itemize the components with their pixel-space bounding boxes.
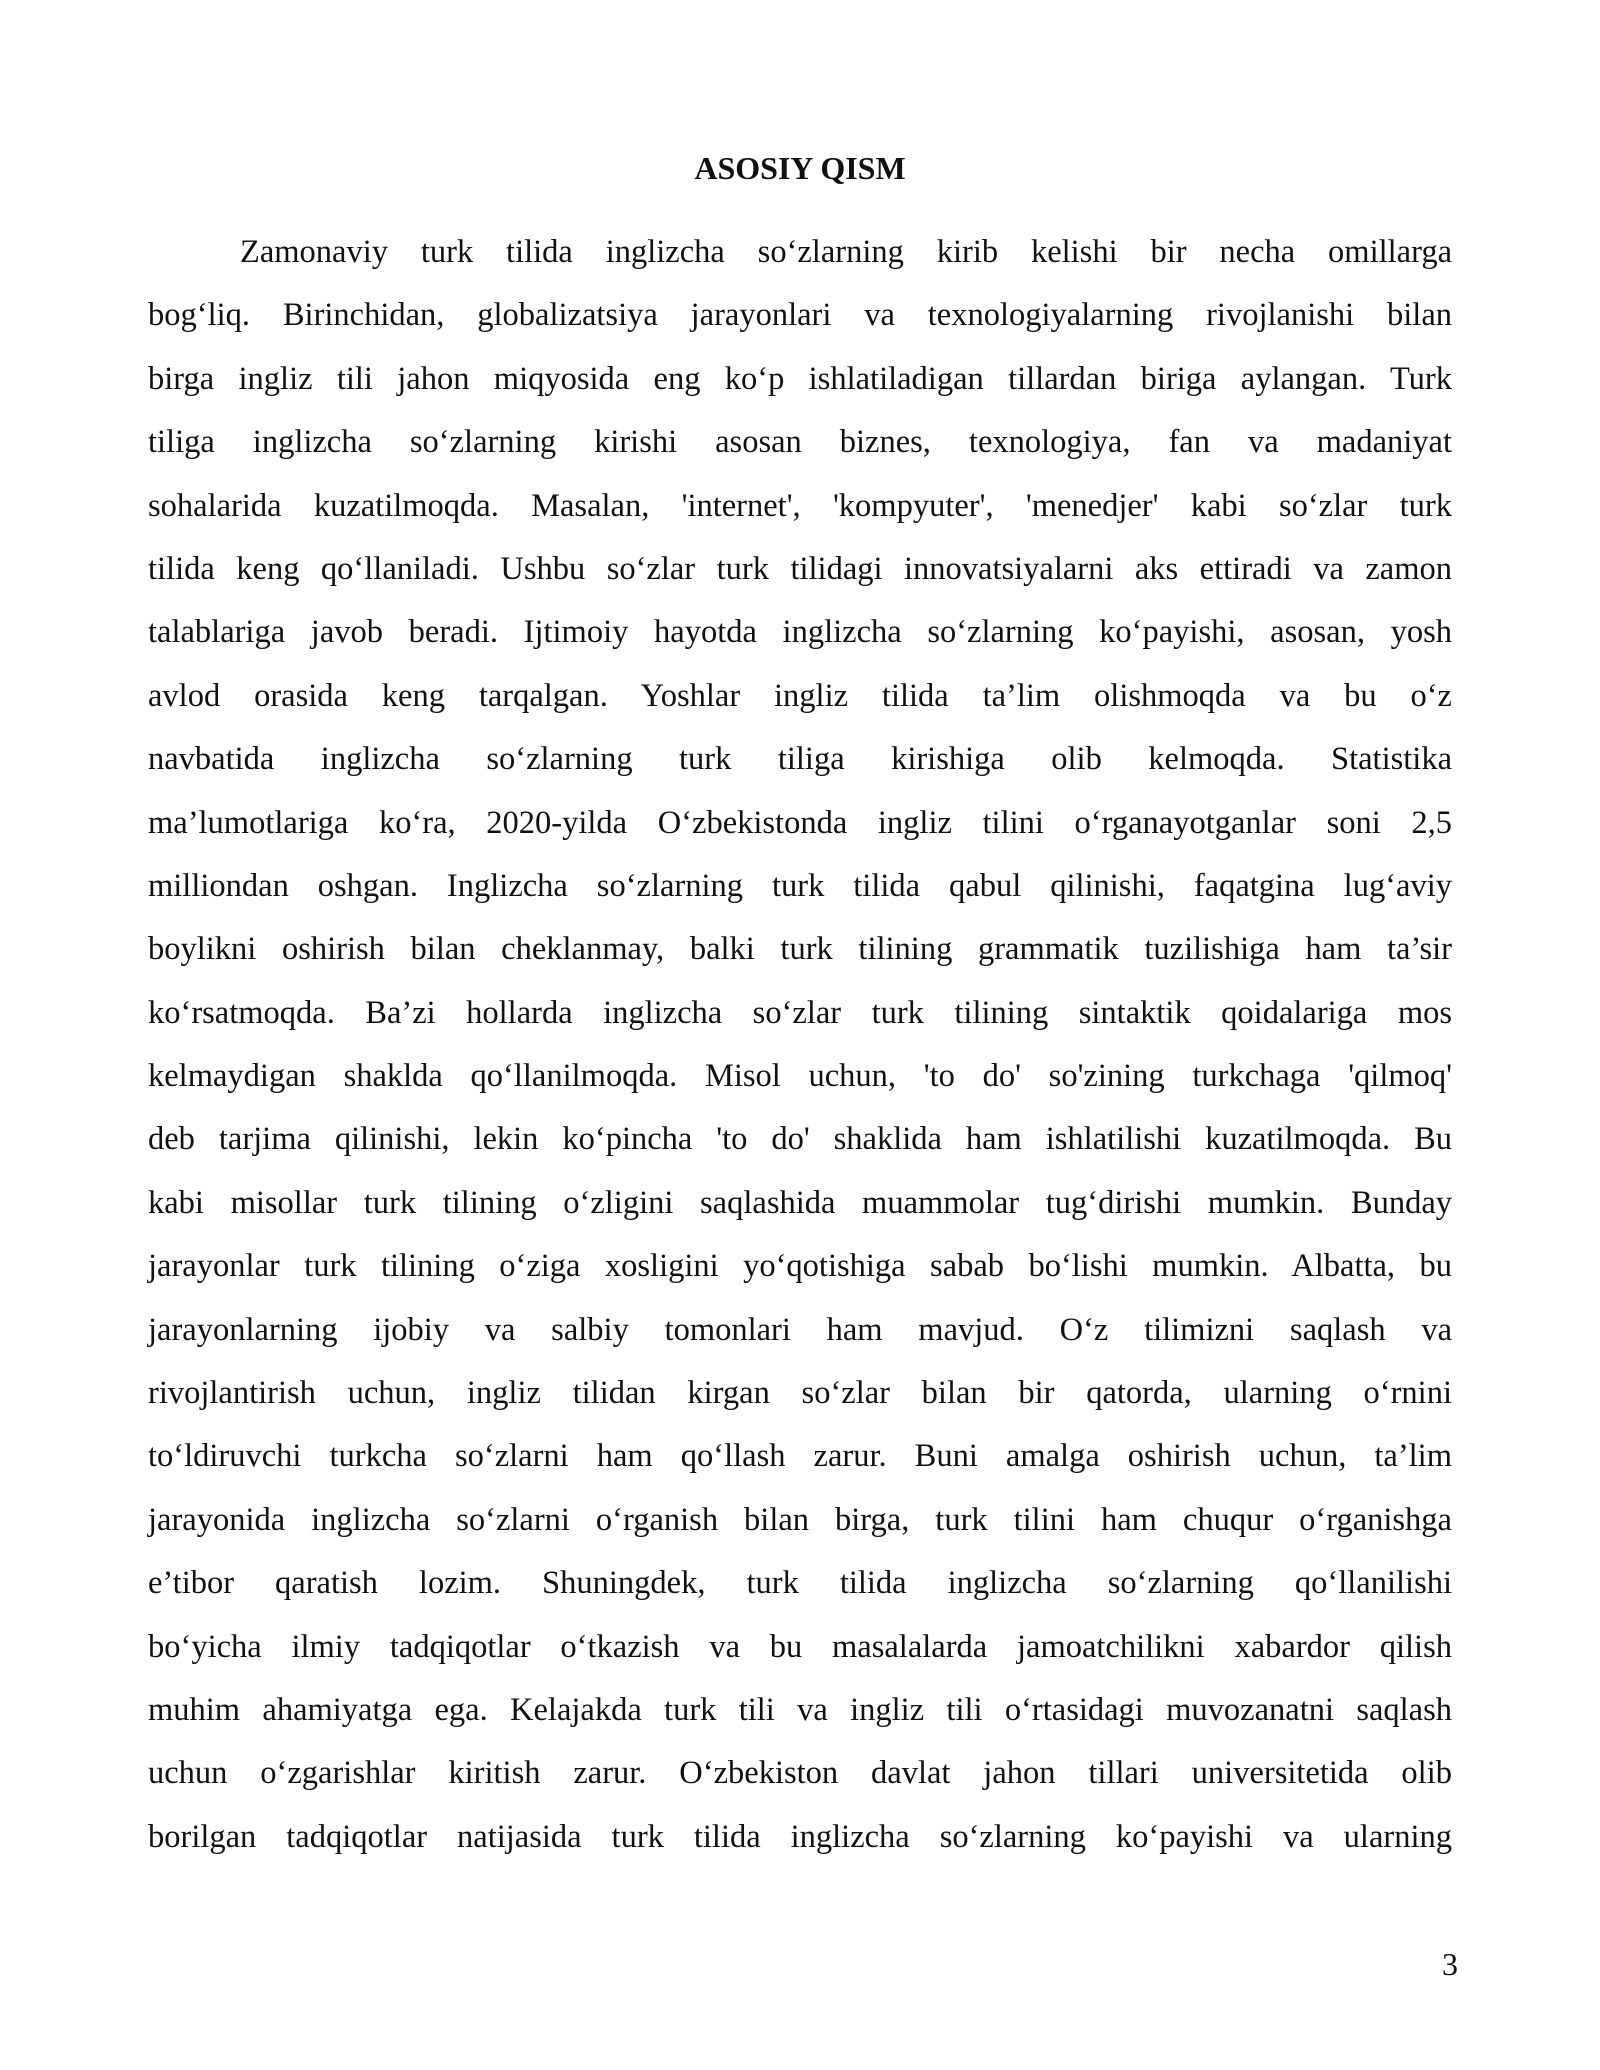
- paragraph-line: uchun o‘zgarishlar kiritish zarur. O‘zbekiston davlat jahon tillari universitetida olib: [148, 1755, 1452, 1792]
- page-number: 3: [1442, 1946, 1458, 1982]
- body-paragraph: [148, 221, 1452, 1869]
- paragraph-line: bog‘liq. Birinchidan, globalizatsiya jarayonlari va texnologiyalarning rivojlanishi bilan: [148, 297, 1452, 334]
- paragraph-line: bo‘yicha ilmiy tadqiqotlar o‘tkazish va bu masalalarda jamoatchilikni xabardor qilish: [148, 1628, 1452, 1665]
- paragraph-line: navbatida inglizcha so‘zlarning turk tiliga kirishiga olib kelmoqda. Statistika: [148, 741, 1452, 778]
- paragraph-line: to‘ldiruvchi turkcha so‘zlarni ham qo‘llash zarur. Buni amalga oshirish uchun, ta’lim: [148, 1438, 1452, 1475]
- paragraph-line: birga ingliz tili jahon miqyosida eng ko‘p ishlatiladigan tillardan biriga aylangan. Turk: [148, 360, 1452, 397]
- paragraph-line: ko‘rsatmoqda. Ba’zi hollarda inglizcha so‘zlar turk tilining sintaktik qoidalariga mos: [148, 994, 1452, 1031]
- paragraph-line: e’tibor qaratish lozim. Shuningdek, turk tilida inglizcha so‘zlarning qo‘llanilishi: [148, 1565, 1452, 1602]
- paragraph-line: jarayonlar turk tilining o‘ziga xosligini yo‘qotishiga sabab bo‘lishi mumkin. Albatta, bu: [148, 1248, 1452, 1285]
- paragraph-line: avlod orasida keng tarqalgan. Yoshlar ingliz tilida ta’lim olishmoqda va bu o‘z: [148, 677, 1452, 714]
- paragraph-line: talablariga javob beradi. Ijtimoiy hayotda inglizcha so‘zlarning ko‘payishi, asosan, yosh: [148, 614, 1452, 651]
- paragraph-line: jarayonida inglizcha so‘zlarni o‘rganish bilan birga, turk tilini ham chuqur o‘rganishga: [148, 1501, 1452, 1538]
- paragraph-line: tiliga inglizcha so‘zlarning kirishi asosan biznes, texnologiya, fan va madaniyat: [148, 424, 1452, 461]
- paragraph-line: kabi misollar turk tilining o‘zligini saqlashida muammolar tug‘dirishi mumkin. Bunday: [148, 1184, 1452, 1221]
- paragraph-line: kelmaydigan shaklda qo‘llanilmoqda. Misol uchun, 'to do' so'zining turkchaga 'qilmoq': [148, 1058, 1452, 1095]
- paragraph-line: deb tarjima qilinishi, lekin ko‘pincha 'to do' shaklida ham ishlatilishi kuzatilmoqda. Bu: [148, 1121, 1452, 1158]
- paragraph-line: jarayonlarning ijobiy va salbiy tomonlari ham mavjud. O‘z tilimizni saqlash va: [148, 1311, 1452, 1348]
- paragraph-line: sohalarida kuzatilmoqda. Masalan, 'internet', 'kompyuter', 'menedjer' kabi so‘zlar turk: [148, 487, 1452, 524]
- section-heading: ASOSIY QISM: [694, 150, 906, 186]
- paragraph-line: borilgan tadqiqotlar natijasida turk tilida inglizcha so‘zlarning ko‘payishi va ularning: [148, 1818, 1452, 1855]
- paragraph-line: ma’lumotlariga ko‘ra, 2020-yilda O‘zbekistonda ingliz tilini o‘rganayotganlar soni 2,5: [148, 804, 1452, 841]
- paragraph-line: milliondan oshgan. Inglizcha so‘zlarning turk tilida qabul qilinishi, faqatgina lug‘aviy: [148, 867, 1452, 904]
- paragraph-line: boylikni oshirish bilan cheklanmay, balki turk tilining grammatik tuzilishiga ham ta’sir: [148, 931, 1452, 968]
- paragraph-line: Zamonaviy turk tilida inglizcha so‘zlarning kirib kelishi bir necha omillarga: [240, 234, 1452, 270]
- paragraph-line: muhim ahamiyatga ega. Kelajakda turk tili va ingliz tili o‘rtasidagi muvozanatni saqlash: [148, 1691, 1452, 1728]
- paragraph-line: rivojlantirish uchun, ingliz tilidan kirgan so‘zlar bilan bir qatorda, ularning o‘rnini: [148, 1375, 1452, 1412]
- paragraph-line: tilida keng qo‘llaniladi. Ushbu so‘zlar turk tilidagi innovatsiyalarni aks ettiradi va zamon: [148, 550, 1452, 587]
